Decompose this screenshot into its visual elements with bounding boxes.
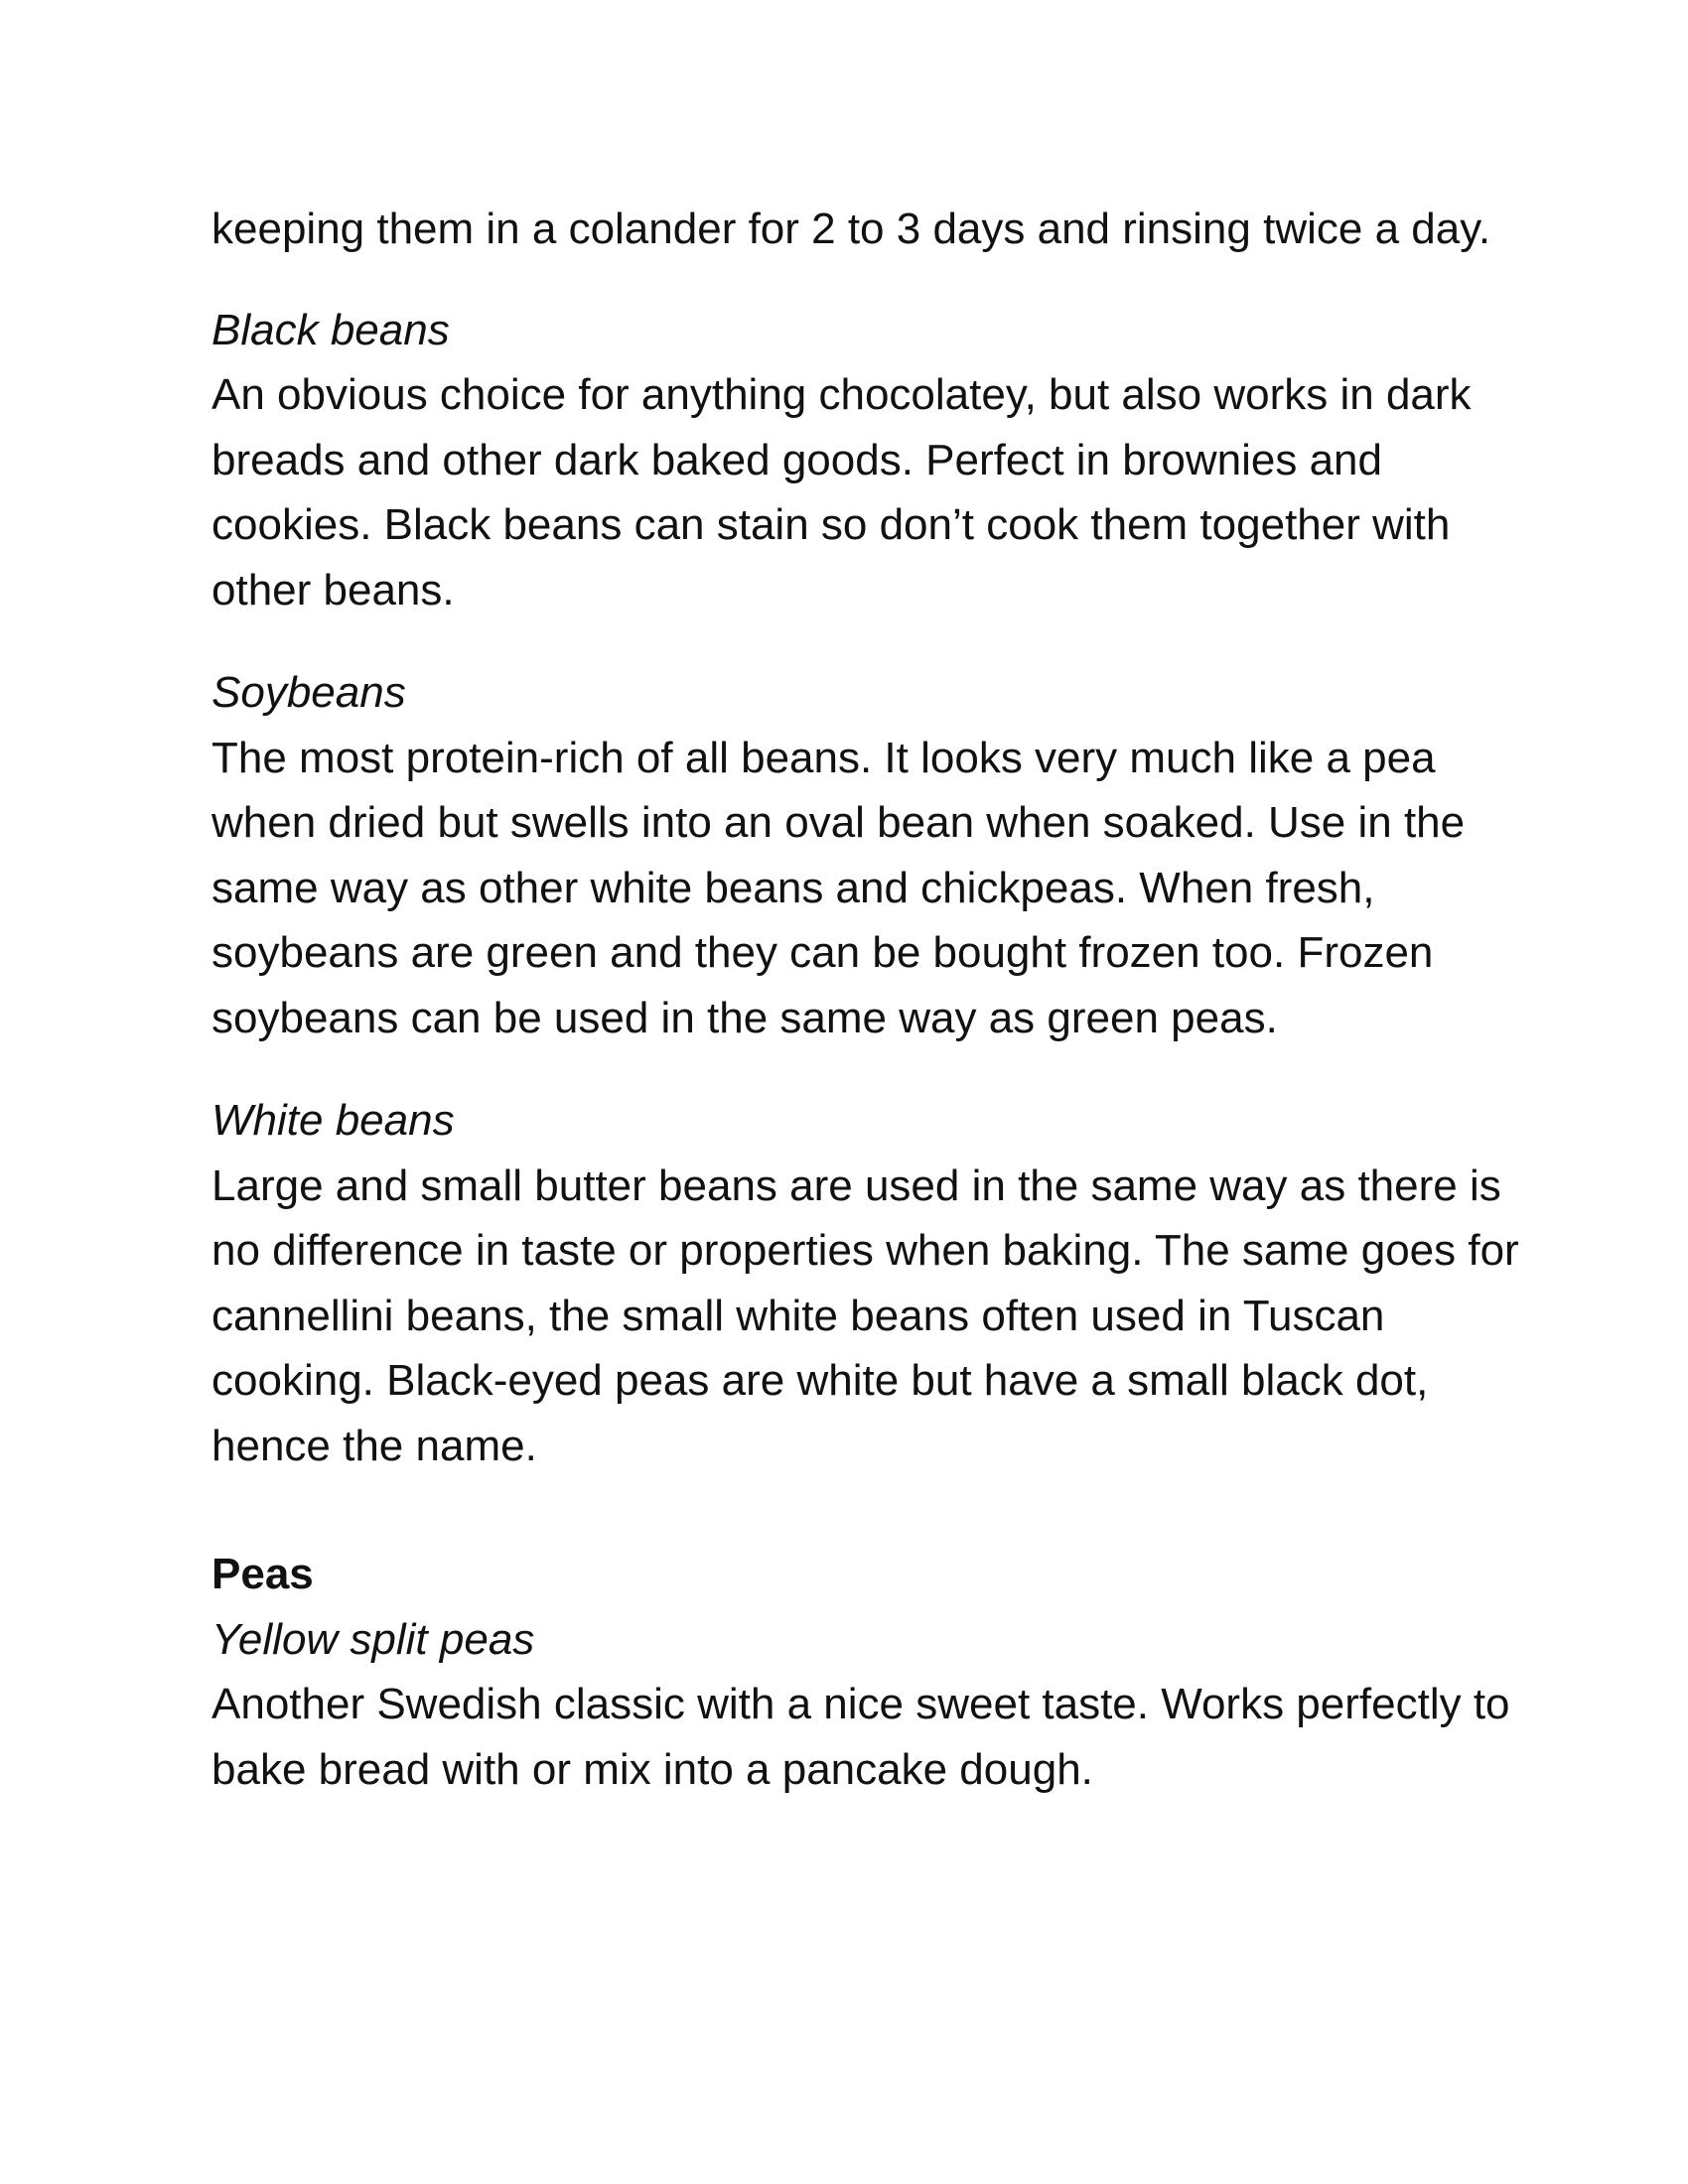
entry-title: White beans xyxy=(211,1096,455,1145)
entry-white-beans xyxy=(211,1088,1522,1478)
entry-body: The most protein-rich of all beans. It looks very much like a pea when dried but swells into an oval bean when soaked. Use in the same way as other white beans and chickpeas. When fresh, soybeans are green and they can be bought frozen too. Frozen soybeans can be used in the same way as green peas. xyxy=(211,733,1466,1042)
entry-body: An obvious choice for anything chocolatey, but also works in dark breads and other dark baked goods. Perfect in brownies and cookies. Black beans can stain so don’t cook them together with other beans. xyxy=(211,370,1472,614)
entry-title: Soybeans xyxy=(211,668,406,717)
entry-title: Yellow split peas xyxy=(211,1614,535,1664)
entry-title: Black beans xyxy=(211,305,450,354)
entry-black-beans xyxy=(211,298,1522,623)
entry-soybeans xyxy=(211,660,1522,1050)
section-heading-peas: Peas xyxy=(211,1550,314,1598)
entry-yellow-split-peas xyxy=(211,1607,1522,1803)
continuation-paragraph: keeping them in a colander for 2 to 3 days and rinsing twice a day. xyxy=(211,205,1491,253)
document-page xyxy=(211,197,1522,1840)
entry-body: Another Swedish classic with a nice sweet taste. Works perfectly to bake bread with or mix into a pancake dough. xyxy=(211,1680,1510,1794)
entry-body: Large and small butter beans are used in the same way as there is no difference in taste or properties when baking. The same goes for cannellini beans, the small white beans often used in Tuscan cooking. Black-eyed peas are white but have a small black dot, hence the name. xyxy=(211,1160,1519,1470)
